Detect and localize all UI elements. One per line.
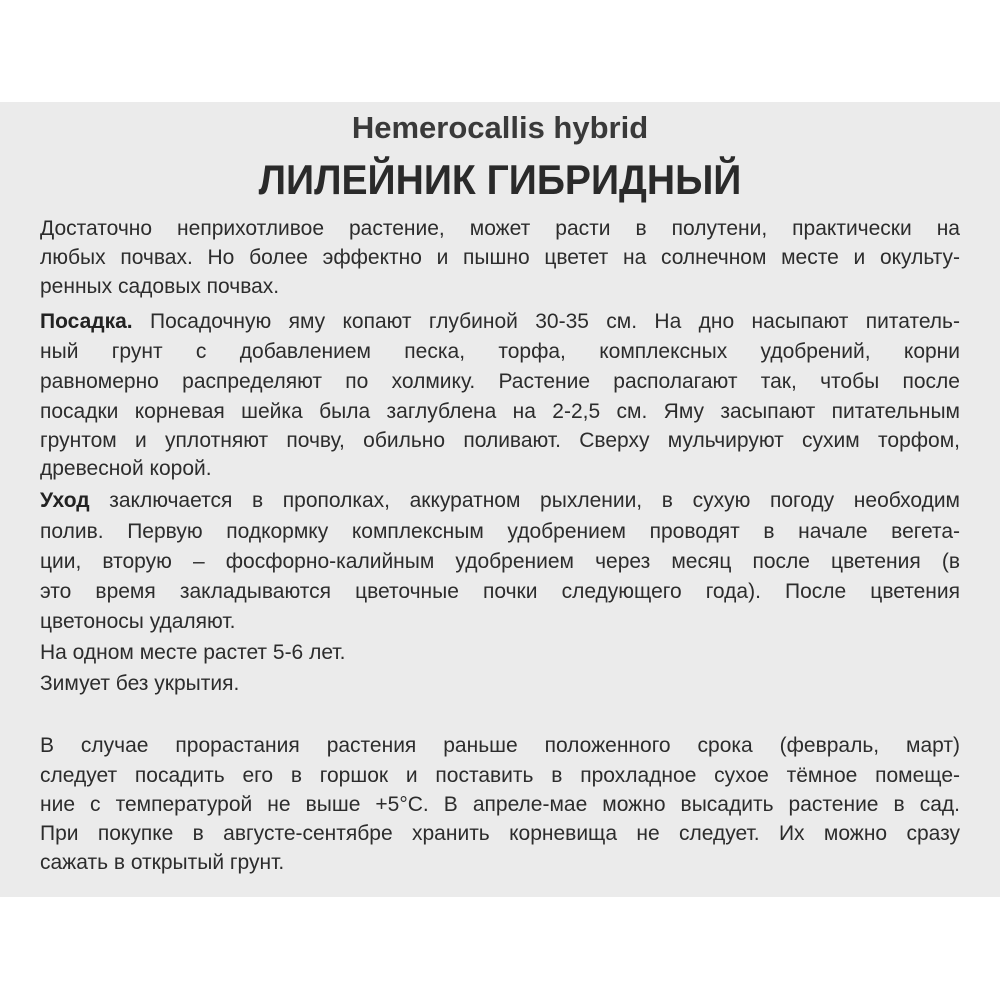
- care-line: цветоносы удаляют.: [40, 610, 236, 633]
- intro-line: любых почвах. Но более эффектно и пышно цветет на солнечном месте и окульту-: [40, 246, 960, 269]
- care-line: [40, 488, 960, 514]
- storage-line: В случае прорастания растения раньше положенного срока (февраль, март): [40, 734, 960, 757]
- planting-heading: Посадка.: [40, 310, 133, 333]
- intro-line: ренных садовых почвах.: [40, 275, 280, 298]
- planting-text: Посадочную яму копают глубиной 30-35 см. На дно насыпают питатель-: [132, 310, 960, 333]
- russian-title: ЛИЛЕЙНИК ГИБРИДНЫЙ: [258, 156, 742, 203]
- planting-line: грунтом и уплотняют почву, обильно поливают. Сверху мульчируют сухим торфом,: [40, 429, 960, 452]
- storage-line: сажать в открытый грунт.: [40, 851, 285, 874]
- storage-line: При покупке в августе-сентябре хранить корневища не следует. Их можно сразу: [40, 822, 960, 845]
- planting-line: ный грунт с добавлением песка, торфа, комплексных удобрений, корни: [40, 340, 960, 363]
- planting-line: древесной корой.: [40, 457, 212, 480]
- care-heading: Уход: [40, 489, 90, 512]
- planting-line: равномерно распределяют по холмику. Растение располагают так, чтобы после: [40, 370, 960, 393]
- storage-line: следует посадить его в горшок и поставить в прохладное сухое тёмное помеще-: [40, 764, 960, 787]
- care-line: ции, вторую – фосфорно-калийным удобрением через месяц после цветения (в: [40, 550, 960, 573]
- latin-title: Hemerocallis hybrid: [351, 110, 649, 145]
- care-line: это время закладываются цветочные почки следующего года). После цветения: [40, 580, 960, 603]
- care-text: заключается в прополках, аккуратном рыхлении, в сухую погоду необходим: [89, 489, 960, 512]
- storage-line: ние с температурой не выше +5°С. В апреле-мае можно высадить растение в сад.: [40, 793, 960, 816]
- growth-note: На одном месте растет 5-6 лет.: [40, 641, 346, 664]
- intro-line: Достаточно неприхотливое растение, может расти в полутени, практически на: [40, 217, 960, 240]
- winter-note: Зимует без укрытия.: [40, 672, 240, 695]
- planting-line: [40, 309, 960, 335]
- planting-line: посадки корневая шейка была заглублена на 2-2,5 см. Яму засыпают питательным: [40, 400, 960, 423]
- care-line: полив. Первую подкормку комплексным удобрением проводят в начале вегета-: [40, 520, 960, 543]
